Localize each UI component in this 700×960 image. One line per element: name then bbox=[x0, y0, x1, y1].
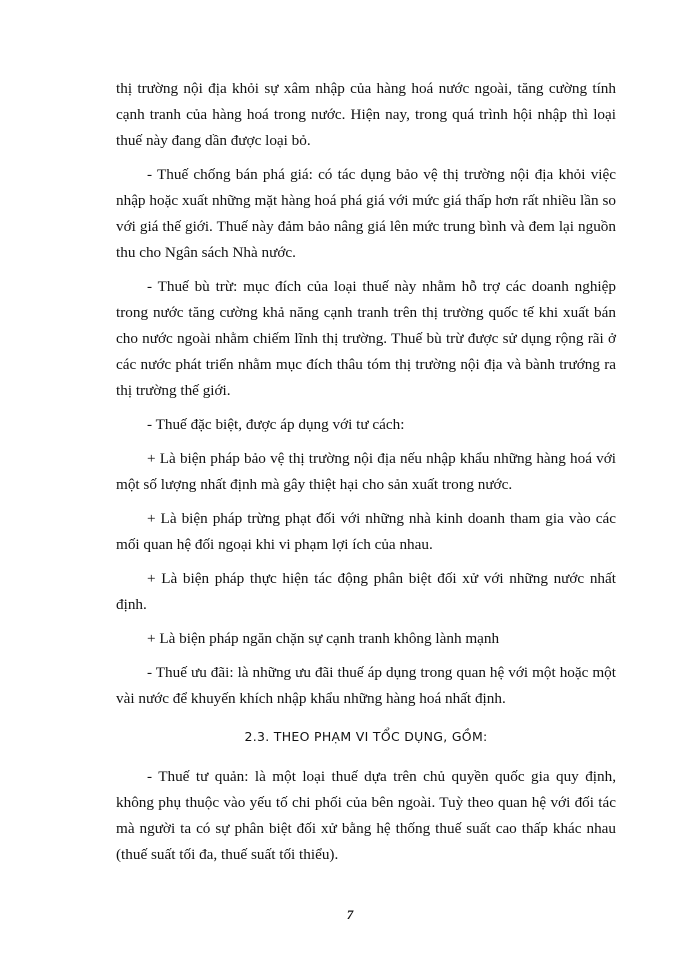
paragraph: thị trường nội địa khỏi sự xâm nhập của hàng hoá nước ngoài, tăng cường tính cạnh tranh của hàng hoá trong nước. Hiện nay, trong quá trình hội nhập thì loại thuế này đang dần được loại bỏ. bbox=[116, 80, 616, 149]
section-heading: 2.3. THEO PHẠM VI TỔC DỤNG, GỒM: bbox=[244, 729, 488, 744]
paragraph: - Thuế tư quản: là một loại thuế dựa trên chủ quyền quốc gia quy định, không phụ thuộc vào yếu tố chi phối của bên ngoài. Tuỳ theo quan hệ với đối tác mà người ta có sự phân biệt đối xử bằng hệ thống thuế suất cao thấp khác nhau (thuế suất tối đa, thuế suất tối thiểu). bbox=[116, 768, 616, 863]
paragraph: - Thuế ưu đãi: là những ưu đãi thuế áp dụng trong quan hệ với một hoặc một vài nước để khuyến khích nhập khẩu những hàng hoá nhất định. bbox=[116, 664, 616, 707]
document-body bbox=[116, 76, 616, 868]
paragraph: - Thuế đặc biệt, được áp dụng với tư cách: bbox=[147, 416, 405, 433]
paragraph: - Thuế chống bán phá giá: có tác dụng bảo vệ thị trường nội địa khỏi việc nhập hoặc xuất những mặt hàng hoá phá giá với mức giá thấp hơn rất nhiều lần so với giá thế giới. Thuế này đảm bảo nâng giá lên mức trung bình và đem lại nguồn thu cho Ngân sách Nhà nước. bbox=[116, 166, 616, 261]
page-number: 7 bbox=[346, 907, 354, 922]
paragraph: + Là biện pháp bảo vệ thị trường nội địa nếu nhập khẩu những hàng hoá với một số lượng nhất định mà gây thiệt hại cho sản xuất trong nước. bbox=[116, 450, 616, 493]
paragraph: + Là biện pháp ngăn chặn sự cạnh tranh không lành mạnh bbox=[147, 630, 500, 647]
paragraph: - Thuế bù trừ: mục đích của loại thuế này nhằm hỗ trợ các doanh nghiệp trong nước tăng cường khả năng cạnh tranh trên thị trường quốc tế khi xuất bán cho nước ngoài nhằm chiếm lĩnh thị trường. Thuế bù trừ được sử dụng rộng rãi ở các nước phát triển nhằm mục đích thâu tóm thị trường nội địa và bành trướng ra thị trường thế giới. bbox=[116, 278, 616, 399]
paragraph: + Là biện pháp thực hiện tác động phân biệt đối xử với những nước nhất định. bbox=[116, 570, 616, 613]
paragraph: + Là biện pháp trừng phạt đối với những nhà kinh doanh tham gia vào các mối quan hệ đối ngoại khi vi phạm lợi ích của nhau. bbox=[116, 510, 616, 553]
